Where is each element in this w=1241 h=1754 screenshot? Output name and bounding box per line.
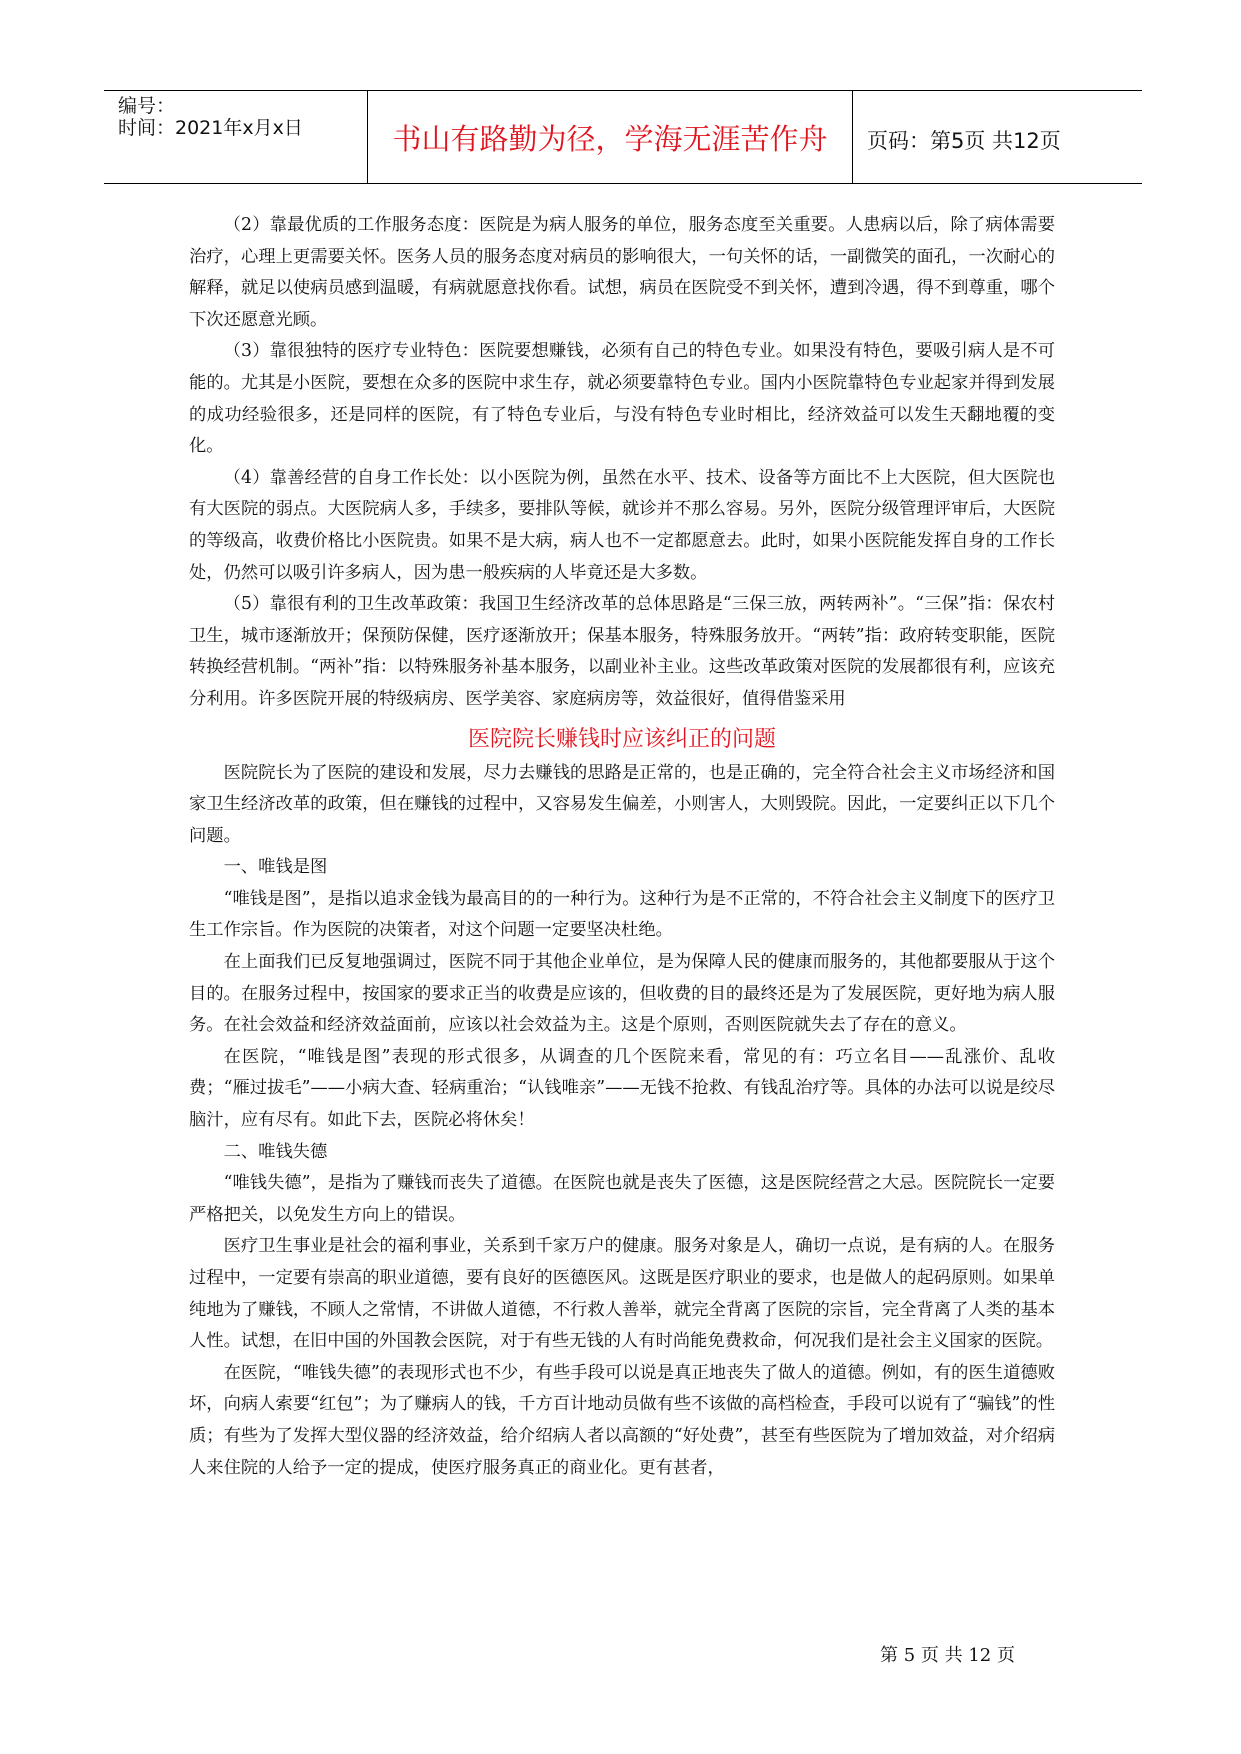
- paragraph: 在上面我们已反复地强调过，医院不同于其他企业单位，是为保障人民的健康而服务的，其他都要服从于这个目的。在服务过程中，按国家的要求正当的收费是应该的，但收费的目的最终还是为了发展医院，更好地为病人服务。在社会效益和经济效益面前，应该以社会效益为主。这是个原则，否则医院就失去了存在的意义。: [189, 952, 1055, 1036]
- document-header: [104, 90, 1142, 184]
- page-info: 页码：第5页 共12页: [867, 129, 1061, 153]
- subheading: 一、唯钱是图: [223, 857, 328, 878]
- page-footer: 第 5 页 共 12 页: [880, 1645, 1015, 1666]
- paragraph: （3）靠很独特的医疗专业特色：医院要想赚钱，必须有自己的特色专业。如果没有特色，要吸引病人是不可能的。尤其是小医院，要想在众多的医院中求生存，就必须要靠特色专业。国内小医院靠特色专业起家并得到发展的成功经验很多，还是同样的医院，有了特色专业后，与没有特色专业时相比，经济效益可以发生天翻地覆的变化。: [189, 341, 1055, 457]
- paragraph: “唯钱失德”，是指为了赚钱而丧失了道德。在医院也就是丧失了医德，这是医院经营之大忌。医院院长一定要严格把关，以免发生方向上的错误。: [189, 1173, 1055, 1225]
- paragraph: （2）靠最优质的工作服务态度：医院是为病人服务的单位，服务态度至关重要。人患病以后，除了病体需要治疗，心理上更需要关怀。医务人员的服务态度对病员的影响很大，一句关怀的话，一副微笑的面孔，一次耐心的解释，就足以使病员感到温暖，有病就愿意找你看。试想，病员在医院受不到关怀，遭到冷遇，得不到尊重，哪个下次还愿意光顾。: [189, 215, 1055, 330]
- paragraph: 医院院长为了医院的建设和发展，尽力去赚钱的思路是正常的，也是正确的，完全符合社会主义市场经济和国家卫生经济改革的政策，但在赚钱的过程中，又容易发生偏差，小则害人，大则毁院。因此，一定要纠正以下几个问题。: [189, 762, 1055, 846]
- header-left-cell: [104, 91, 368, 183]
- motto: 书山有路勤为径，学海无涯苦作舟: [392, 122, 828, 156]
- document-body: [189, 210, 1055, 1484]
- paragraph: 医疗卫生事业是社会的福利事业，关系到千家万户的健康。服务对象是人，确切一点说，是有病的人。在服务过程中，一定要有崇高的职业道德，要有良好的医德医风。这既是医疗职业的要求，也是做人的起码原则。如果单纯地为了赚钱，不顾人之常情，不讲做人道德，不行救人善举，就完全背离了医院的宗旨，完全背离了人类的基本人性。试想，在旧中国的外国教会医院，对于有些无钱的人有时尚能免费救命，何况我们是社会主义国家的医院。: [189, 1236, 1055, 1352]
- header-page-cell: [853, 91, 1142, 183]
- section-title: 医院院长赚钱时应该纠正的问题: [467, 726, 776, 752]
- number-label: 编号：: [118, 95, 176, 117]
- paragraph: （4）靠善经营的自身工作长处：以小医院为例，虽然在水平、技术、设备等方面比不上大医院，但大医院也有大医院的弱点。大医院病人多，手续多，要排队等候，就诊并不那么容易。另外，医院分级管理评审后，大医院的等级高，收费价格比小医院贵。如果不是大病，病人也不一定都愿意去。此时，如果小医院能发挥自身的工作长处，仍然可以吸引许多病人，因为患一般疾病的人毕竟还是大多数。: [189, 467, 1055, 583]
- paragraph: “唯钱是图”，是指以追求金钱为最高目的的一种行为。这种行为是不正常的，不符合社会主义制度下的医疗卫生工作宗旨。作为医院的决策者，对这个问题一定要坚决杜绝。: [189, 888, 1055, 941]
- subheading: 二、唯钱失德: [223, 1141, 328, 1162]
- paragraph: （5）靠很有利的卫生改革政策：我国卫生经济改革的总体思路是“三保三放，两转两补”。“三保”指：保农村卫生，城市逐渐放开；保预防保健，医疗逐渐放开；保基本服务，特殊服务放开。“两转”指：政府转变职能，医院转换经营机制。“两补”指：以特殊服务补基本服务，以副业补主业。这些改革政策对医院的发展都很有利，应该充分利用。许多医院开展的特级病房、医学美容、家庭病房等，效益很好，值得借鉴采用: [189, 594, 1055, 709]
- paragraph: 在医院，“唯钱是图”表现的形式很多，从调查的几个医院来看，常见的有：巧立名目——乱涨价、乱收费；“雁过拔毛”——小病大查、轻病重治；“认钱唯亲”——无钱不抢救、有钱乱治疗等。具体的办法可以说是绞尽脑汁，应有尽有。如此下去，医院必将休矣！: [189, 1046, 1055, 1131]
- time-label: 时间：2021年x月x日: [118, 117, 303, 139]
- paragraph: 在医院，“唯钱失德”的表现形式也不少，有些手段可以说是真正地丧失了做人的道德。例如，有的医生道德败坏，向病人索要“红包”；为了赚病人的钱，千方百计地动员做有些不该做的高档检查，手段可以说有了“骗钱”的性质；有些为了发挥大型仪器的经济效益，给介绍病人者以高额的“好处费”，甚至有些医院为了增加效益，对介绍病人来住院的人给予一定的提成，使医疗服务真正的商业化。更有甚者，: [189, 1362, 1055, 1478]
- header-motto-cell: [368, 91, 853, 183]
